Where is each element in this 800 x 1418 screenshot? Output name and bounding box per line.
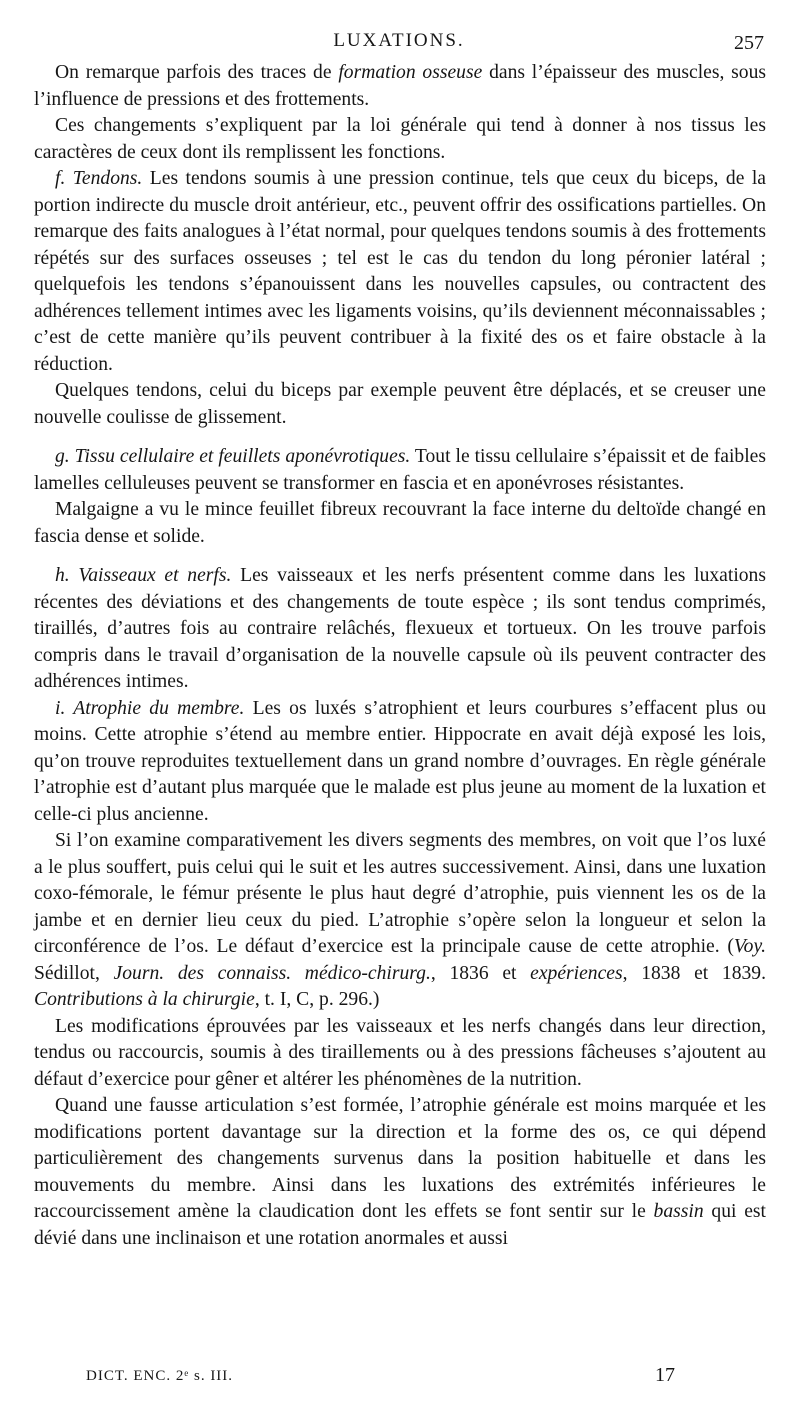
section-tendons: f. Tendons. Les tendons soumis à une pression continue, tels que ceux du biceps, de la portion indirecte du muscle droit antérieur, etc., peuvent offrir des ossifications partielles. On remarque des faits analogues à l’état normal, pour quelques tendons soumis à des frottements répétés sur des surfaces osseuses ; tel est le cas du tendon du long péronier latéral ; quelquefois les tendons s’épanouissent dans les nouvelles capsules, ou contractent des adhérences tellement intimes avec les ligaments voisins, qu’ils deviennent méconnaissables ; c’est de cette manière qu’ils peuvent contribuer à la fixité des os et faire obstacle à la réduction. bbox=[34, 168, 766, 375]
section-heading-atrophie: i. Atrophie du membre. bbox=[55, 697, 245, 719]
section-tissu-cellulaire: g. Tissu cellulaire et feuillets aponévrotiques. Tout le tissu cellulaire s’épaissit et de faibles lamelles celluleuses peuvent se transformer en fascia et en aponévroses résistantes. bbox=[34, 446, 766, 494]
paragraph-malgaigne: Malgaigne a vu le mince feuillet fibreux recouvrant la face interne du deltoïde changé en fascia dense et solide. bbox=[34, 499, 766, 547]
section-heading-vaisseaux-nerfs: h. Vaisseaux et nerfs. bbox=[55, 565, 232, 586]
paragraph-formation-osseuse: On remarque parfois des traces de formation osseuse dans l’épaisseur des muscles, sous l’influence de pressions et des frottements. bbox=[34, 62, 766, 110]
reference-journal: Journ. des connaiss. médico-chirurg. bbox=[113, 962, 431, 984]
reference-voy: Voy. bbox=[733, 936, 766, 957]
paragraph-fausse-articulation: Quand une fausse articulation s’est formée, l’atrophie générale est moins marquée et les modifications portent davantage sur la direction et la forme des os, ce qui dépend particulièrement des changements survenus dans la position habituelle et dans les mouvements du membre. Ainsi dans les luxations des extrémités inférieures le raccourcissement amène la claudication dont les effets se font sentir sur le bassin qui est dévié dans une inclinaison et une rotation anormales et aussi bbox=[34, 1095, 766, 1249]
paragraph-segments: Si l’on examine comparativement les divers segments des membres, on voit que l’os luxé a le plus souffert, puis celui qui le suit et les autres successivement. Ainsi, dans une luxation coxo-fémorale, le fémur présente le plus haut degré d’atrophie, puis viennent les os de la jambe et en dernier lieu ceux du pied. L’atrophie s’opère selon la longueur et selon la circonférence de l’os. Le défaut d’exercice est la principale cause de cette atrophie. (Voy. Sédillot, Journ. des connaiss. médico-chirurg., 1836 et expériences, 1838 et 1839. Contributions à la chirurgie, t. I, C, p. 296.) bbox=[34, 830, 766, 1010]
page-number: 257 bbox=[734, 32, 764, 54]
emphasis-bassin: bassin bbox=[653, 1201, 704, 1222]
sheet-number: 17 bbox=[655, 1364, 675, 1386]
page-body bbox=[34, 60, 766, 1252]
reference-experiences: expériences bbox=[530, 962, 623, 984]
paragraph-changements: Ces changements s’expliquent par la loi générale qui tend à donner à nos tissus les caractères de ceux dont ils remplissent les fonctions. bbox=[34, 115, 766, 163]
running-title: LUXATIONS. bbox=[333, 30, 465, 51]
page-footer bbox=[86, 1364, 686, 1394]
section-heading-tissu-cellulaire: g. Tissu cellulaire et feuillets aponévrotiques. bbox=[55, 446, 411, 467]
section-vaisseaux-nerfs: h. Vaisseaux et nerfs. Les vaisseaux et les nerfs présentent comme dans les luxations récentes des déviations et des changements de toute espèce ; ils sont tendus comprimés, tiraillés, d’autres fois au contraire relâchés, flexueux et tortueux. On les trouve parfois compris dans le travail d’organisation de la nouvelle capsule où ils peuvent contracter des adhérences intimes. bbox=[34, 565, 766, 692]
reference-contributions: Contributions à la chirurgie bbox=[34, 989, 255, 1010]
page-header bbox=[34, 28, 764, 58]
emphasis-formation-osseuse: formation osseuse bbox=[338, 62, 483, 83]
printer-signature: DICT. ENC. 2ᵉ s. III. bbox=[86, 1368, 234, 1384]
section-heading-tendons: f. Tendons. bbox=[55, 168, 143, 189]
paragraph-tendons-deplaces: Quelques tendons, celui du biceps par exemple peuvent être déplacés, et se creuser une nouvelle coulisse de glissement. bbox=[34, 380, 766, 428]
paragraph-modifications: Les modifications éprouvées par les vaisseaux et les nerfs changés dans leur direction, tendus ou raccourcis, soumis à des tiraillements ou à des pressions fâcheuses s’ajoutent au défaut d’exercice pour gêner et altérer les phénomènes de la nutrition. bbox=[34, 1015, 766, 1090]
section-atrophie: i. Atrophie du membre. Les os luxés s’atrophient et leurs courbures s’effacent plus ou moins. Cette atrophie s’étend au membre entier. Hippocrate en avait déjà exposé les lois, qu’on trouve reproduites textuellement dans un grand nombre d’ouvrages. En règle générale l’atrophie est d’autant plus marquée que le malade est plus jeune au moment de la luxation et celle-ci plus ancienne. bbox=[34, 697, 766, 825]
